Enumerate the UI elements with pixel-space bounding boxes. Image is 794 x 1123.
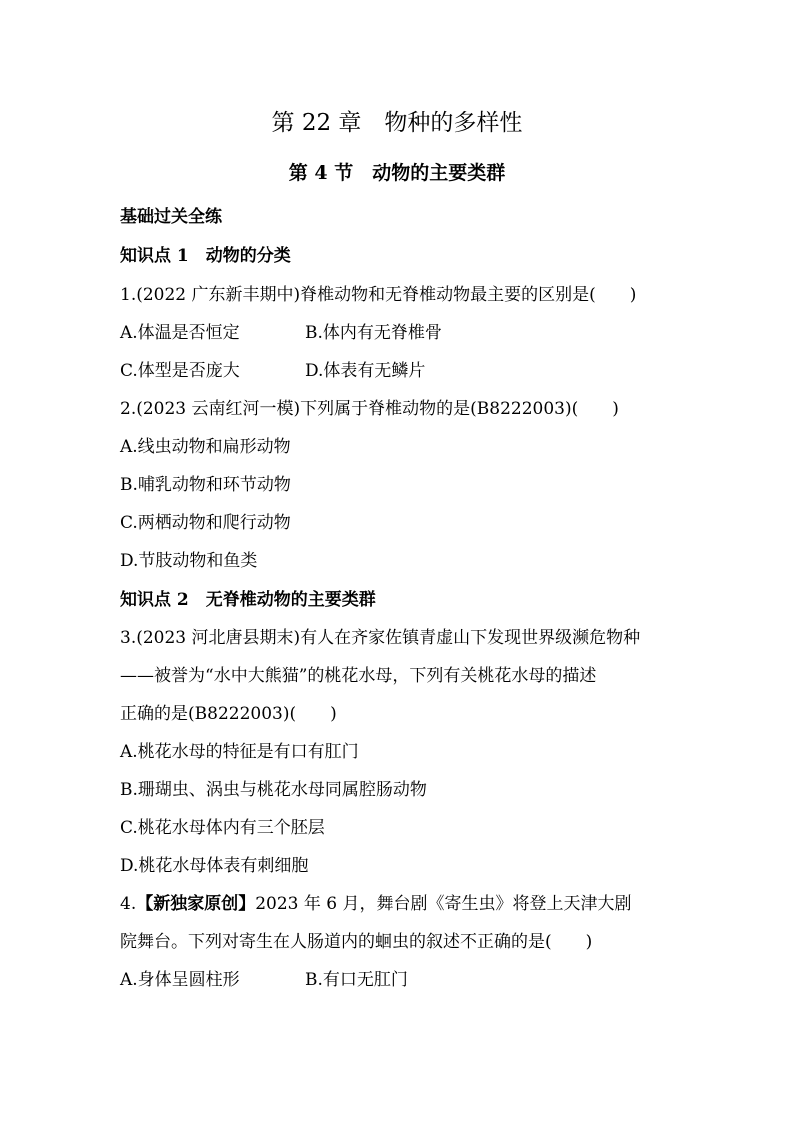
- question-3-option-a: A.桃花水母的特征是有口有肛门: [120, 742, 359, 762]
- question-1-options-row-1: [120, 322, 720, 344]
- question-4-stem-line-2: 院舞台。下列对寄生在人肠道内的蛔虫的叙述不正确的是( ): [120, 932, 593, 952]
- question-4-stem-text: 2023 年 6 月，舞台剧《寄生虫》将登上天津大剧: [255, 894, 632, 914]
- question-4-tag: 【新独家原创】: [136, 894, 256, 914]
- question-4-option-a: A.身体呈圆柱形: [120, 970, 240, 990]
- question-2-stem: 2.(2023 云南红河一模)下列属于脊椎动物的是(B8222003)( ): [120, 399, 619, 419]
- question-3-stem-line-2: ——被誉为“水中大熊猫”的桃花水母，下列有关桃花水母的描述: [120, 666, 597, 686]
- question-4-stem-line-1: [120, 893, 632, 915]
- question-1-option-b: B.体内有无脊椎骨: [305, 323, 442, 343]
- question-2-option-d: D.节肢动物和鱼类: [120, 551, 258, 571]
- question-2-option-b: B.哺乳动物和环节动物: [120, 475, 291, 495]
- chapter-title: 第 22 章 物种的多样性: [271, 110, 523, 136]
- question-1-stem: 1.(2022 广东新丰期中)脊椎动物和无脊椎动物最主要的区别是( ): [120, 285, 637, 305]
- question-3-stem-line-3: 正确的是(B8222003)( ): [120, 704, 337, 724]
- question-4-options-row-1: [120, 969, 720, 991]
- question-3-stem-line-1: 3.(2023 河北唐县期末)有人在齐家佐镇青虚山下发现世界级濒危物种: [120, 628, 641, 648]
- question-2-option-a: A.线虫动物和扁形动物: [120, 437, 291, 457]
- question-2-option-c: C.两栖动物和爬行动物: [120, 513, 291, 533]
- question-1-options-row-2: [120, 360, 720, 382]
- section-title: 第 4 节 动物的主要类群: [288, 162, 506, 184]
- exercise-heading: 基础过关全练: [120, 207, 222, 227]
- question-4-number: 4.: [120, 894, 137, 914]
- question-3-option-b: B.珊瑚虫、涡虫与桃花水母同属腔肠动物: [120, 780, 427, 800]
- knowledge-point-2: 知识点 2 无脊椎动物的主要类群: [120, 590, 376, 610]
- question-3-option-c: C.桃花水母体内有三个胚层: [120, 818, 325, 838]
- question-1-option-d: D.体表有无鳞片: [305, 361, 426, 381]
- question-3-option-d: D.桃花水母体表有刺细胞: [120, 856, 309, 876]
- knowledge-point-1: 知识点 1 动物的分类: [120, 246, 291, 266]
- question-4-option-b: B.有口无肛门: [305, 970, 408, 990]
- question-1-option-c: C.体型是否庞大: [120, 361, 240, 381]
- question-1-option-a: A.体温是否恒定: [120, 323, 240, 343]
